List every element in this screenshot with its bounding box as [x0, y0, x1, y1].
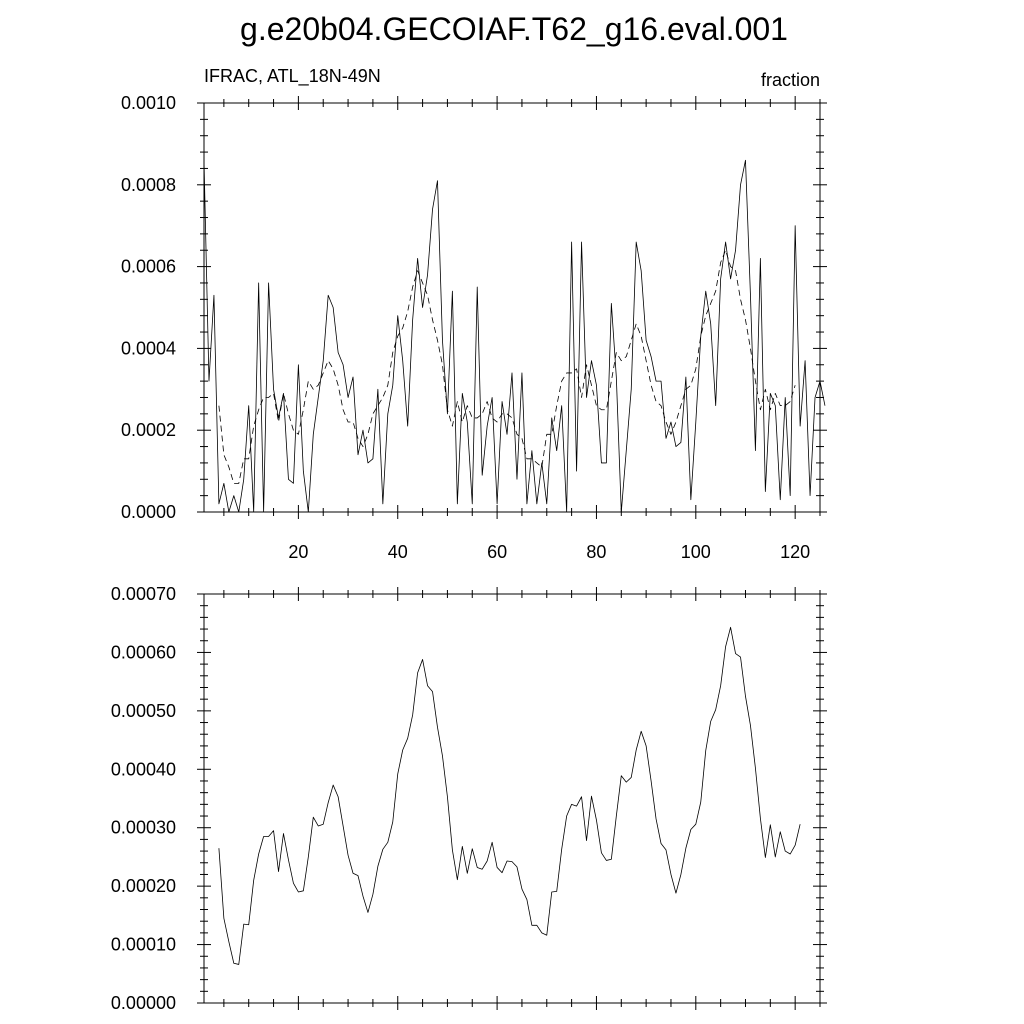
x-tick-label: 100 — [680, 542, 711, 562]
x-tick-label: 60 — [487, 542, 508, 562]
plot-frame — [204, 594, 820, 1003]
series-line-dashed — [219, 250, 795, 483]
x-tick-label: 120 — [780, 542, 811, 562]
top-left-label: IFRAC, ATL_18N-49N — [204, 66, 381, 86]
bottom-plot-panel — [111, 584, 827, 1013]
x-tick-label: 40 — [387, 542, 408, 562]
y-tick-label: 0.00030 — [110, 817, 176, 838]
plot-frame — [204, 103, 820, 512]
y-tick-label: 0.00040 — [110, 759, 176, 780]
y-tick-label: 0.0008 — [120, 174, 176, 195]
x-tick-label: 80 — [586, 542, 607, 562]
series-line-solid — [219, 627, 800, 964]
chart-title: g.e20b04.GECOIAF.T62_g16.eval.001 — [240, 11, 788, 47]
y-tick-label: 0.0004 — [120, 338, 176, 359]
top-right-label: fraction — [760, 70, 820, 90]
series-line-solid — [204, 160, 825, 512]
y-tick-label: 0.00010 — [110, 934, 176, 955]
x-tick-label: 20 — [288, 542, 309, 562]
y-tick-label: 0.0006 — [120, 256, 176, 277]
top-plot-panel — [121, 93, 827, 562]
y-tick-label: 0.00020 — [110, 876, 176, 897]
y-tick-label: 0.0000 — [120, 502, 176, 522]
y-tick-label: 0.00000 — [110, 993, 176, 1013]
y-tick-label: 0.00060 — [110, 642, 176, 663]
y-tick-label: 0.0010 — [120, 93, 176, 113]
y-tick-label: 0.0002 — [120, 420, 176, 441]
y-tick-label: 0.00050 — [110, 700, 176, 721]
y-tick-label: 0.00070 — [110, 584, 176, 604]
